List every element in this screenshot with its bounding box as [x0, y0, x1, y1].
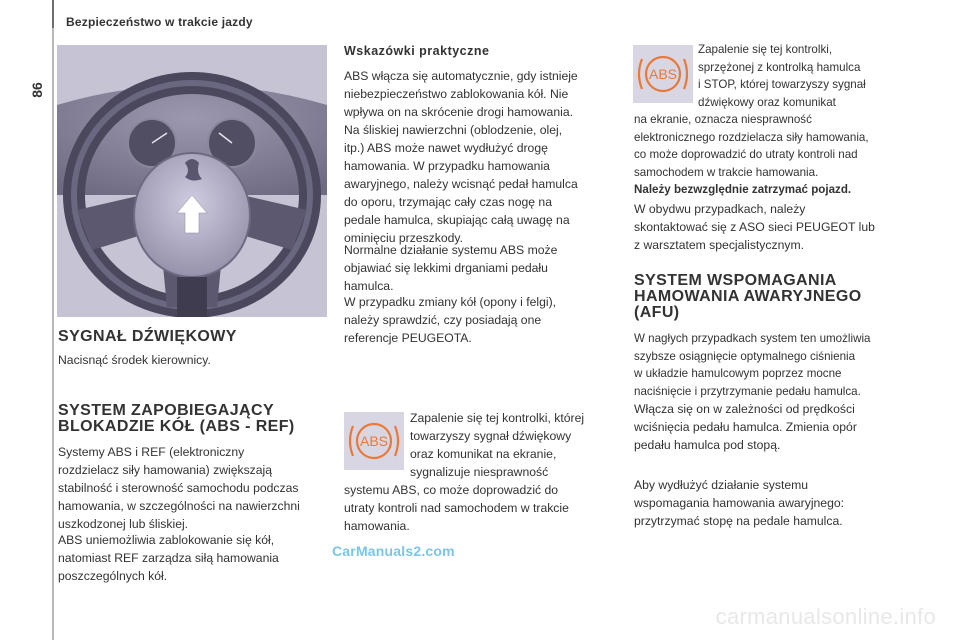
text-line: W nagłych przypadkach system ten umożliwia: [634, 332, 871, 345]
afu-paragraph-1: [634, 330, 870, 400]
text-line: ABS włącza się automatycznie, gdy istnieje: [344, 69, 578, 83]
text-line: hamowania. W przypadku hamowania: [344, 159, 550, 173]
text-line: skontaktować się z ASO sieci PEUGEOT lub: [634, 220, 875, 234]
text-line: z warsztatem specjalistycznym.: [634, 238, 804, 252]
text-line: co może doprowadzić do utraty kontroli nad: [634, 148, 858, 161]
text-line: Włącza się on w zależności od prędkości: [634, 402, 855, 416]
text-line: systemu ABS, co może doprowadzić do: [344, 483, 559, 497]
text-line: niebezpieczeństwo zablokowania kół. Nie: [344, 87, 569, 101]
carmanuals-watermark: CarManuals2.com: [332, 543, 455, 559]
section-title: Bezpieczeństwo w trakcie jazdy: [66, 15, 253, 29]
text-line: ominięciu przeszkody.: [344, 231, 463, 245]
text-line: w układzie hamulcowym poprzez mocne: [634, 367, 842, 380]
text-line: sygnalizuje niesprawność: [410, 465, 549, 479]
horn-heading: SYGNAŁ DŹWIĘKOWY: [58, 328, 237, 345]
tips-paragraph-2: [344, 121, 578, 247]
text-line: ABS uniemożliwia zablokowanie się kół,: [58, 533, 275, 547]
afu-heading-line1: SYSTEM WSPOMAGANIA: [634, 272, 837, 289]
text-line: Normalne działanie systemu ABS może: [344, 243, 558, 257]
contact-dealer-text: [634, 200, 875, 254]
text-line: referencje PEUGEOTA.: [344, 331, 472, 345]
text-line: itp.) ABS może nawet wydłużyć drogę: [344, 141, 548, 155]
text-line: szybsze osiągnięcie optymalnego ciśnienia: [634, 349, 856, 363]
text-line: W przypadku zmiany kół (opony i felgi),: [344, 295, 557, 309]
text-line: hamowania.: [344, 519, 410, 533]
afu-heading-line2: HAMOWANIA AWARYJNEGO: [634, 288, 862, 305]
practical-tips-heading: Wskazówki praktyczne: [344, 44, 490, 58]
afu-paragraph-3: [634, 476, 844, 530]
text-line: Systemy ABS i REF (elektroniczny: [58, 445, 245, 459]
footer-watermark: carmanualsonline.info: [715, 604, 936, 629]
text-line: objawiać się lekkimi drganiami pedału: [344, 261, 548, 275]
text-line: hamulca.: [344, 279, 394, 293]
text-line: Na śliskiej nawierzchni (oblodzenie, olej,: [344, 123, 563, 137]
margin-bar-accent: [52, 0, 54, 28]
text-line: wspomagania hamowania awaryjnego:: [634, 496, 845, 510]
abs-warning-1-side-text: [410, 409, 584, 481]
text-line: Aby wydłużyć działanie systemu: [634, 478, 809, 492]
abs-ref-paragraph-1: [58, 443, 300, 533]
text-line: wciśnięcia pedału hamulca. Zmienia opór: [634, 420, 857, 434]
svg-text:ABS: ABS: [359, 433, 389, 449]
text-line: przytrzymać stopę na pedale hamulca.: [634, 514, 843, 528]
text-line: na ekranie, oznacza niesprawność: [634, 113, 812, 126]
text-line: pedału hamulca pod stopą.: [634, 438, 781, 452]
horn-text: Nacisnąć środek kierownicy.: [58, 353, 211, 367]
text-line: elektronicznego rozdzielacza siły hamowania,: [634, 130, 869, 144]
abs-ref-heading-line2: BLOKADZIE KÓŁ (ABS - REF): [58, 418, 295, 435]
stop-vehicle-warning: Należy bezwzględnie zatrzymać pojazd.: [634, 183, 852, 196]
text-line: i STOP, której towarzyszy sygnał: [698, 78, 866, 91]
text-line: należy sprawdzić, czy posiadają one: [344, 313, 542, 327]
text-line: sprzężonej z kontrolką hamulca: [698, 60, 861, 74]
text-line: oraz komunikat na ekranie,: [410, 447, 557, 461]
text-line: Zapalenie się tej kontrolki,: [698, 43, 833, 56]
text-line: awaryjnego, należy wcisnąć pedał hamulca: [344, 177, 578, 191]
text-line: uszkodzonej lub śliskiej.: [58, 517, 189, 531]
ref-warning-icon: [633, 45, 693, 103]
text-line: samochodem w trakcie hamowania.: [634, 165, 819, 179]
abs-warning-2-text: [634, 111, 869, 181]
tips-paragraph-4: [344, 293, 556, 347]
steering-wheel-photo: [57, 45, 327, 317]
abs-warning-1-text: [344, 481, 569, 535]
text-line: naciśnięcie i przytrzymanie pedału hamulca.: [634, 384, 861, 398]
afu-heading-line3: (AFU): [634, 304, 680, 321]
text-line: wpływa on na skrócenie drogi hamowania.: [344, 105, 573, 119]
tips-paragraph-1: [344, 67, 578, 121]
abs-ref-heading-line1: SYSTEM ZAPOBIEGAJĄCY: [58, 402, 275, 419]
text-line: do oporu, trzymając cały czas nogę na: [344, 195, 552, 209]
abs-warning-icon: [344, 412, 404, 470]
steering-wheel-illustration: [57, 45, 327, 317]
text-line: utraty kontroli nad samochodem w trakcie: [344, 501, 569, 515]
margin-bar: [52, 0, 54, 640]
text-line: Zapalenie się tej kontrolki, której: [410, 411, 585, 425]
text-line: towarzyszy sygnał dźwiękowy: [410, 429, 572, 443]
text-line: W obydwu przypadkach, należy: [634, 202, 806, 216]
text-line: rozdzielacz siły hamowania) zwiększają: [58, 463, 273, 477]
text-line: hamowania, w szczególności na nawierzchni: [58, 499, 300, 513]
text-line: stabilność i sterowność samochodu podczas: [58, 481, 299, 495]
text-line: natomiast REF zarządza siłą hamowania: [58, 551, 279, 565]
text-line: pedale hamulca, skupiając całą uwagę na: [344, 213, 570, 227]
abs-ref-paragraph-2: [58, 531, 279, 585]
text-line: dźwiękowy oraz komunikat: [698, 95, 836, 109]
afu-paragraph-2: [634, 400, 857, 454]
tips-paragraph-3: [344, 241, 557, 295]
svg-text:ABS: ABS: [648, 66, 678, 82]
abs-warning-2-side-text: [698, 41, 866, 111]
page-number: 86: [29, 82, 45, 98]
text-line: poszczególnych kół.: [58, 569, 168, 583]
